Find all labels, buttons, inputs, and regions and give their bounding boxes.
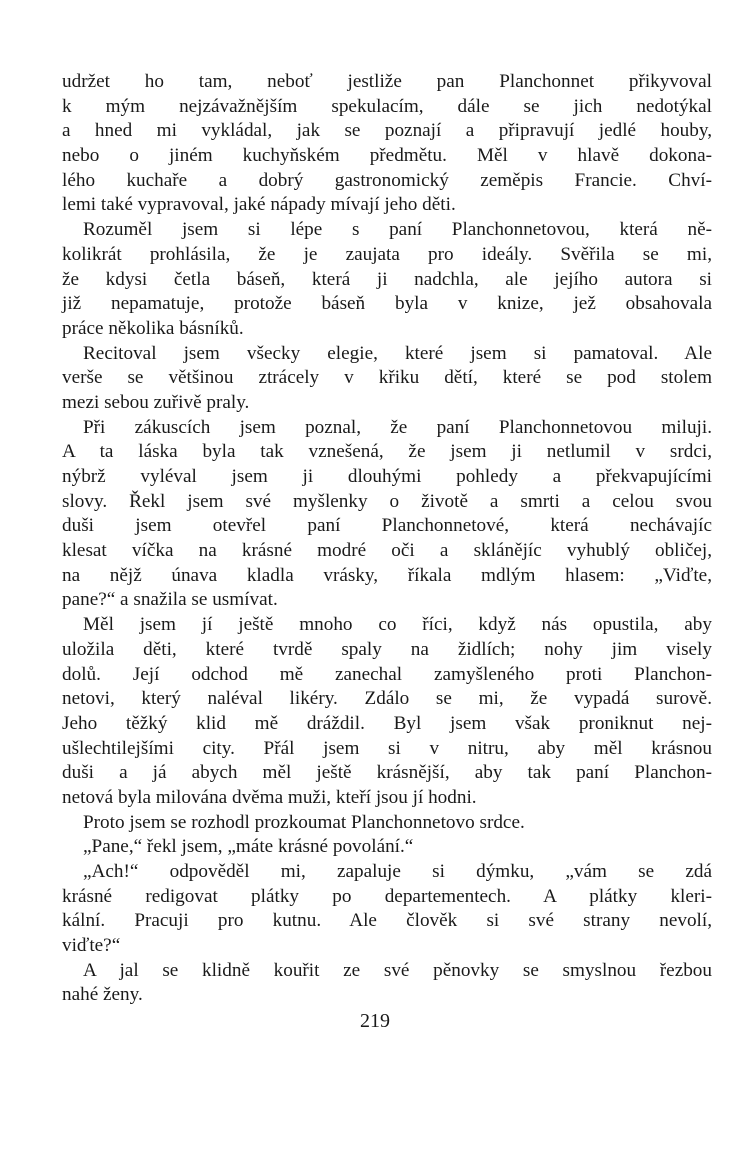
text-line: že kdysi četla báseň, která ji nadchla, ale jejího autora si [62, 268, 712, 290]
text-line: Proto jsem se rozhodl prozkoumat Planchonnetovo srdce. [83, 811, 525, 833]
text-line: již nepamatuje, protože báseň byla v knize, jež obsahovala [62, 293, 712, 315]
text-line: A jal se klidně kouřit ze své pěnovky se smyslnou řezbou [83, 959, 712, 981]
text-line: kální. Pracuji pro kutnu. Ale člověk si své strany nevolí, [62, 910, 712, 932]
text-line: práce několika básníků. [62, 317, 244, 339]
text-line: na nějž únava kladla vrásky, říkala mdlým hlasem: „Viďte, [62, 564, 712, 586]
page-number: 219 [360, 1010, 390, 1032]
text-line: k mým nejzávažnějším spekulacím, dále se jich nedotýkal [62, 95, 712, 117]
text-line: verše se většinou ztrácely v křiku dětí, které se pod stolem [62, 367, 712, 389]
text-line: krásné redigovat plátky po departementech. A plátky kleri- [62, 885, 712, 907]
text-line: viďte?“ [62, 935, 121, 957]
text-line: netová byla milována dvěma muži, kteří jsou jí hodni. [62, 786, 477, 808]
text-line: Měl jsem jí ještě mnoho co říci, když nás opustila, aby [83, 614, 712, 636]
text-line: dolů. Její odchod mě zanechal zamyšleného proti Planchon- [62, 663, 712, 685]
text-line: klesat víčka na krásné modré oči a sklánějíc vyhublý obličej, [62, 540, 712, 562]
text-line: duši a já abych měl ještě krásnější, aby tak paní Planchon- [62, 762, 712, 784]
text-line: netovi, který naléval likéry. Zdálo se mi, že vypadá surově. [62, 688, 712, 710]
text-line: lého kuchaře a dobrý gastronomický zeměpis Francie. Chví- [62, 169, 712, 191]
text-line: uložila děti, které tvrdě spaly na židlích; nohy jim visely [62, 638, 712, 660]
text-line: mezi sebou zuřivě praly. [62, 391, 250, 413]
text-line: lemi také vypravoval, jaké nápady mívají jeho děti. [62, 194, 456, 216]
text-line: „Pane,“ řekl jsem, „máte krásné povolání.“ [83, 836, 414, 858]
body-text [62, 70, 712, 1008]
text-line: nahé ženy. [62, 984, 143, 1006]
text-line: Rozuměl jsem si lépe s paní Planchonnetovou, která ně- [83, 219, 712, 241]
text-line: pane?“ a snažila se usmívat. [62, 589, 278, 611]
text-line: Při zákuscích jsem poznal, že paní Planchonnetovou miluji. [83, 416, 712, 438]
text-line: Jeho těžký klid mě dráždil. Byl jsem však proniknut nej- [62, 712, 712, 734]
text-line: udržet ho tam, neboť jestliže pan Planchonnet přikyvoval [62, 71, 712, 92]
text-line: nebo o jiném kuchyňském předmětu. Měl v hlavě dokona- [62, 145, 712, 167]
text-line: nýbrž vyléval jsem ji dlouhými pohledy a překvapujícími [62, 466, 712, 487]
text-line: slovy. Řekl jsem své myšlenky o životě a smrti a celou svou [62, 490, 712, 512]
text-line: kolikrát prohlásila, že je zaujata pro ideály. Svěřila se mi, [62, 243, 712, 265]
text-line: ušlechtilejšími city. Přál jsem si v nitru, aby měl krásnou [62, 737, 712, 759]
text-line: duši jsem otevřel paní Planchonnetové, která nechávajíc [62, 515, 712, 537]
text-line: A ta láska byla tak vznešená, že jsem ji netlumil v srdci, [62, 441, 712, 463]
text-line: Recitoval jsem všecky elegie, které jsem si pamatoval. Ale [83, 342, 712, 364]
text-line: a hned mi vykládal, jak se poznají a připravují jedlé houby, [62, 120, 712, 142]
text-line: „Ach!“ odpověděl mi, zapaluje si dýmku, „vám se zdá [83, 861, 712, 882]
